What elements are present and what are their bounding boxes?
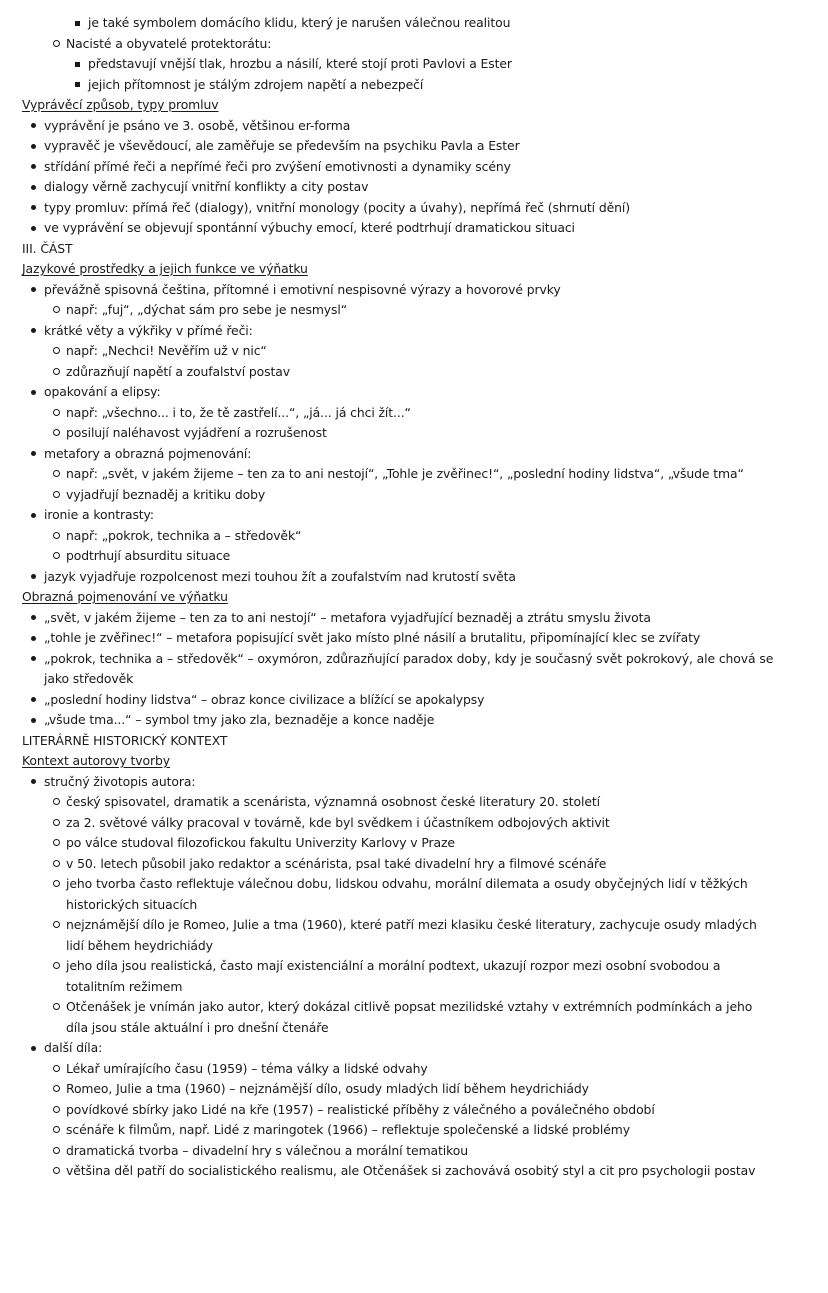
bullet-circle <box>53 962 60 969</box>
bullet-disc <box>31 718 36 723</box>
list-item: povídkové sbírky jako Lidé na kře (1957) – realistické příběhy z válečného a poválečného období <box>66 1101 655 1117</box>
bullet-disc <box>31 574 36 579</box>
bullet-disc <box>31 287 36 292</box>
list-item: ve vyprávění se objevují spontánní výbuchy emocí, které podtrhují dramatickou situaci <box>44 220 575 235</box>
bullet-circle <box>53 347 60 354</box>
section-label: III. ČÁST <box>22 240 73 256</box>
list-item: vyprávění je psáno ve 3. osobě, většinou er-forma <box>44 117 351 133</box>
list-item: např: „všechno... i to, že tě zastřelí...“, „já... já chci žít...“ <box>66 404 411 420</box>
bullet-circle <box>53 1147 60 1154</box>
bullet-disc <box>31 123 36 128</box>
list-item: „pokrok, technika a – středověk“ – oxymóron, zdůrazňující paradox doby, kdy je současný svět pokrokový, ale chová se <box>44 650 774 666</box>
list-item: např: „svět, v jakém žijeme – ten za to ani nestojí“, „Tohle je zvěřinec!“, „poslední hodiny lidstva“, „všude tma“ <box>66 466 744 481</box>
list-item: vypravěč je vševědoucí, ale zaměřuje se především na psychiku Pavla a Ester <box>44 138 520 153</box>
list-item: „všude tma...“ – symbol tmy jako zla, beznaděje a konce naděje <box>44 712 435 727</box>
section-heading: Vyprávěcí způsob, typy promluv <box>22 97 219 112</box>
bullet-disc <box>31 513 36 518</box>
list-item: nejznámější dílo je Romeo, Julie a tma (1960), které patří mezi klasiku české literatury, zachycuje osudy mladých <box>66 917 757 932</box>
list-item: „poslední hodiny lidstva“ – obraz konce civilizace a blížící se apokalypsy <box>44 691 485 707</box>
section-heading: Jazykové prostředky a jejich funkce ve výňatku <box>22 261 308 276</box>
bullet-circle <box>53 880 60 887</box>
bullet-circle <box>53 1003 60 1010</box>
bullet-disc <box>31 697 36 702</box>
list-item-continuation: totalitním režimem <box>66 978 183 994</box>
list-item: jeho tvorba často reflektuje válečnou dobu, lidskou odvahu, morální dilemata a osudy obyčejných lidí v těžkých <box>66 876 748 891</box>
bullet-disc <box>31 1046 36 1051</box>
list-item: další díla: <box>44 1040 103 1055</box>
bullet-circle <box>53 1106 60 1113</box>
bullet-square <box>75 82 80 87</box>
bullet-circle <box>53 1085 60 1092</box>
bullet-circle <box>53 40 60 47</box>
list-item: „svět, v jakém žijeme – ten za to ani nestojí“ – metafora vyjadřující beznaděj a ztrátu smyslu života <box>44 609 651 625</box>
bullet-circle <box>53 409 60 416</box>
bullet-disc <box>31 615 36 620</box>
bullet-disc <box>31 328 36 333</box>
list-item: např: „fuj“, „dýchat sám pro sebe je nesmysl“ <box>66 302 348 317</box>
bullet-circle <box>53 1126 60 1133</box>
list-item: ironie a kontrasty: <box>44 507 154 522</box>
list-item: za 2. světové války pracoval v továrně, kde byl svědkem i účastníkem odbojových aktivit <box>66 814 610 830</box>
bullet-disc <box>31 779 36 784</box>
bullet-circle <box>53 921 60 928</box>
list-item: Lékař umírajícího času (1959) – téma války a lidské odvahy <box>66 1060 428 1076</box>
bullet-disc <box>31 451 36 456</box>
bullet-disc <box>31 390 36 395</box>
bullet-circle <box>53 819 60 826</box>
list-item: např: „Nechci! Nevěřím už v nic“ <box>66 343 267 358</box>
list-item: metafory a obrazná pojmenování: <box>44 445 252 461</box>
list-item: typy promluv: přímá řeč (dialogy), vnitřní monology (pocity a úvahy), nepřímá řeč (shrnutí dění) <box>44 199 630 215</box>
section-label: LITERÁRNĚ HISTORICKÝ KONTEXT <box>22 732 228 748</box>
bullet-circle <box>53 491 60 498</box>
list-item: jazyk vyjadřuje rozpolcenost mezi touhou žít a zoufalstvím nad krutostí světa <box>44 568 516 584</box>
list-item: vyjadřují beznaděj a kritiku doby <box>66 486 266 502</box>
list-item-continuation: historických situacích <box>66 896 198 912</box>
list-item: dramatická tvorba – divadelní hry s válečnou a morální tematikou <box>66 1142 469 1158</box>
bullet-disc <box>31 226 36 231</box>
list-item: je také symbolem domácího klidu, který je narušen válečnou realitou <box>88 15 511 30</box>
list-item: scénáře k filmům, např. Lidé z maringotek (1966) – reflektuje společenské a lidské problémy <box>66 1122 630 1137</box>
bullet-circle <box>53 860 60 867</box>
list-item: podtrhují absurditu situace <box>66 548 231 563</box>
list-item: Nacisté a obyvatelé protektorátu: <box>66 35 272 51</box>
list-item: jeho díla jsou realistická, často mají existenciální a morální podtext, ukazují rozpor mezi osobní svobodou a <box>66 958 721 973</box>
list-item: stručný životopis autora: <box>44 773 196 789</box>
list-item: Otčenášek je vnímán jako autor, který dokázal citlivě popsat mezilidské vztahy v extrémních podmínkách a jeho <box>66 999 753 1014</box>
bullet-disc <box>31 636 36 641</box>
list-item: zdůrazňují napětí a zoufalství postav <box>66 363 290 379</box>
bullet-circle <box>53 798 60 805</box>
list-item: představují vnější tlak, hrozbu a násilí, které stojí proti Pavlovi a Ester <box>88 56 512 71</box>
bullet-circle <box>53 306 60 313</box>
bullet-disc <box>31 144 36 149</box>
list-item: český spisovatel, dramatik a scenárista, významná osobnost české literatury 20. století <box>66 794 601 809</box>
bullet-circle <box>53 429 60 436</box>
list-item: Romeo, Julie a tma (1960) – nejznámější dílo, osudy mladých lidí během heydrichiády <box>66 1081 589 1096</box>
bullet-disc <box>31 164 36 169</box>
bullet-disc <box>31 205 36 210</box>
list-item: převážně spisovná čeština, přítomné i emotivní nespisovné výrazy a hovorové prvky <box>44 281 561 297</box>
bullet-circle <box>53 532 60 539</box>
bullet-circle <box>53 839 60 846</box>
bullet-circle <box>53 1167 60 1174</box>
bullet-square <box>75 62 80 67</box>
list-item: po válce studoval filozofickou fakultu Univerzity Karlovy v Praze <box>66 835 455 850</box>
list-item-continuation: díla jsou stále aktuální i pro dnešní čtenáře <box>66 1019 329 1035</box>
list-item: krátké věty a výkřiky v přímé řeči: <box>44 322 253 338</box>
list-item: např: „pokrok, technika a – středověk“ <box>66 527 302 543</box>
list-item: opakování a elipsy: <box>44 384 161 399</box>
bullet-circle <box>53 552 60 559</box>
list-item: dialogy věrně zachycují vnitřní konflikty a city postav <box>44 179 369 194</box>
list-item-continuation: jako středověk <box>44 671 134 686</box>
section-heading: Kontext autorovy tvorby <box>22 753 170 768</box>
list-item: posilují naléhavost vyjádření a rozrušenost <box>66 425 327 440</box>
list-item: jejich přítomnost je stálým zdrojem napětí a nebezpečí <box>88 76 424 92</box>
bullet-circle <box>53 470 60 477</box>
list-item: většina děl patří do socialistického realismu, ale Otčenášek si zachovává osobitý styl a cit pro psychologii postav <box>66 1163 756 1178</box>
bullet-circle <box>53 1065 60 1072</box>
section-heading: Obrazná pojmenování ve výňatku <box>22 589 228 604</box>
bullet-disc <box>31 656 36 661</box>
bullet-square <box>75 21 80 26</box>
bullet-circle <box>53 368 60 375</box>
list-item: „tohle je zvěřinec!“ – metafora popisující svět jako místo plné násilí a brutalitu, připomínající klec se zvířaty <box>44 630 701 645</box>
list-item: v 50. letech působil jako redaktor a scénárista, psal také divadelní hry a filmové scénáře <box>66 855 607 871</box>
list-item: střídání přímé řeči a nepřímé řeči pro zvýšení emotivnosti a dynamiky scény <box>44 158 511 174</box>
bullet-disc <box>31 185 36 190</box>
list-item-continuation: lidí během heydrichiády <box>66 937 213 953</box>
